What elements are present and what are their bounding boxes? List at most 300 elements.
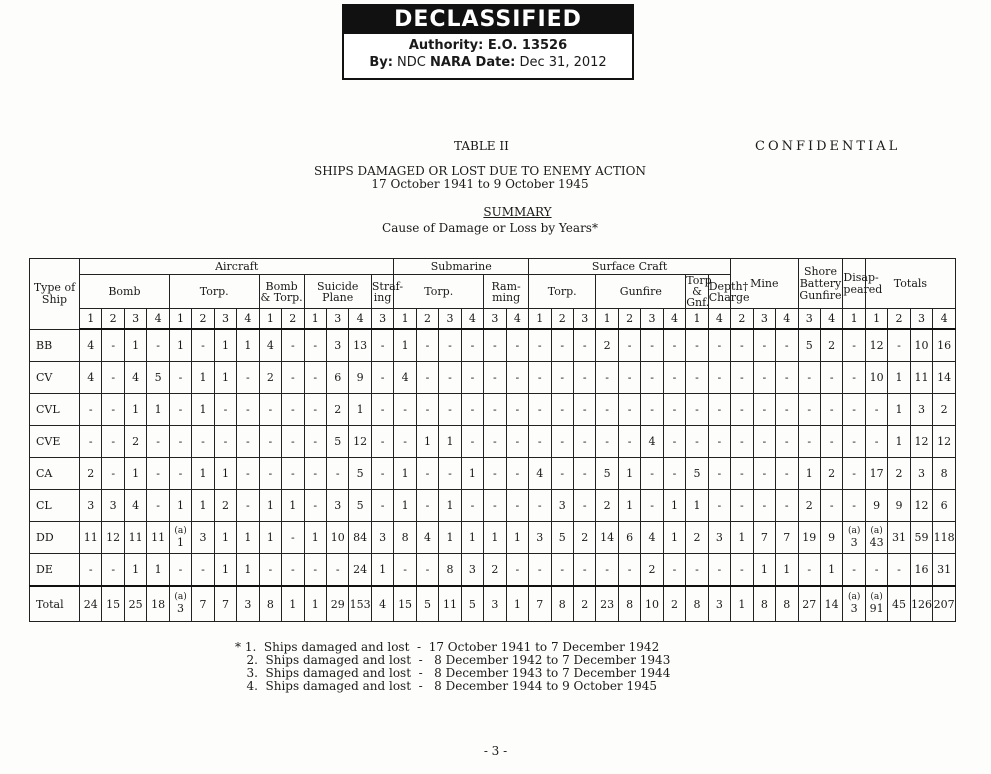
stamp-by-value: NDC bbox=[397, 55, 426, 70]
table-cell bbox=[551, 458, 573, 490]
cell-value: 1 bbox=[626, 467, 634, 480]
cell-value: - bbox=[111, 371, 116, 384]
table-cell bbox=[641, 458, 663, 490]
note-a-marker: (a) bbox=[174, 525, 187, 536]
table-cell bbox=[214, 362, 236, 394]
cell-value: - bbox=[740, 339, 744, 352]
note-a-marker: (a) bbox=[847, 592, 861, 602]
cell-value: 2 bbox=[603, 499, 611, 512]
cell-value: 1 bbox=[446, 531, 454, 544]
table-cell bbox=[910, 458, 932, 490]
cell-value: - bbox=[717, 435, 722, 448]
cell-value: 1 bbox=[154, 403, 162, 416]
table-cell bbox=[326, 522, 348, 554]
table-cell bbox=[798, 394, 820, 426]
note-a-marker: (a) bbox=[870, 592, 883, 602]
cell-value: - bbox=[829, 403, 834, 416]
cell-value: 2 bbox=[671, 597, 678, 611]
cell-value: 91 bbox=[869, 602, 884, 615]
year-col-header: 4 bbox=[933, 309, 956, 330]
cell-value: 1 bbox=[401, 499, 409, 512]
table-cell bbox=[484, 586, 506, 622]
table-cell bbox=[416, 394, 438, 426]
table-cell bbox=[529, 426, 551, 458]
table-cell bbox=[731, 362, 753, 394]
table-cell bbox=[169, 426, 191, 458]
cell-value: 1 bbox=[177, 339, 185, 352]
table-cell bbox=[618, 362, 640, 394]
cell-value: - bbox=[650, 467, 654, 480]
table-cell bbox=[888, 490, 910, 522]
cell-value: 1 bbox=[828, 563, 836, 576]
table-cell bbox=[349, 586, 371, 622]
cell-value: 3 bbox=[109, 499, 117, 512]
table-cell bbox=[753, 522, 775, 554]
table-cell bbox=[843, 458, 865, 490]
cell-value: - bbox=[201, 563, 205, 576]
cell-value: 45 bbox=[892, 597, 907, 611]
cell-value: - bbox=[582, 371, 587, 384]
table-cell bbox=[506, 458, 528, 490]
cell-value: 3 bbox=[177, 602, 185, 615]
cell-value: 1 bbox=[513, 531, 521, 544]
table-cell bbox=[529, 362, 551, 394]
table-cell bbox=[192, 522, 214, 554]
table-cell bbox=[349, 362, 371, 394]
table-cell bbox=[169, 490, 191, 522]
table-cell bbox=[776, 490, 798, 522]
table-cell bbox=[596, 362, 618, 394]
table-cell bbox=[910, 362, 932, 394]
cell-value: 31 bbox=[892, 531, 907, 544]
table-cell bbox=[865, 586, 887, 622]
cell-value: 8 bbox=[760, 597, 768, 611]
year-col-header: 2 bbox=[282, 309, 304, 330]
table-cell bbox=[169, 458, 191, 490]
depth-charge-header: Depth† Charge bbox=[708, 275, 730, 309]
cell-value: - bbox=[425, 499, 430, 512]
cell-value: - bbox=[717, 339, 722, 352]
table-cell bbox=[102, 329, 124, 362]
table-cell bbox=[192, 458, 214, 490]
cell-value: 1 bbox=[132, 563, 140, 576]
torp-gunfire-header: Torp & Gnf. bbox=[686, 274, 712, 309]
table-cell bbox=[282, 522, 304, 554]
cell-value: 8 bbox=[558, 597, 566, 611]
cell-value: 4 bbox=[87, 339, 95, 352]
table-cell bbox=[102, 554, 124, 587]
cell-value: - bbox=[537, 499, 542, 512]
cell-value: - bbox=[717, 371, 722, 384]
table-cell bbox=[461, 458, 483, 490]
cell-value: - bbox=[111, 403, 116, 416]
table-cell bbox=[798, 458, 820, 490]
cell-value: 1 bbox=[132, 403, 140, 416]
table-cell bbox=[147, 329, 169, 362]
cell-value: 1 bbox=[491, 531, 499, 544]
cell-value: - bbox=[425, 371, 430, 384]
table-cell bbox=[282, 490, 304, 522]
cell-value: 1 bbox=[446, 435, 454, 448]
cell-value: - bbox=[290, 467, 295, 480]
table-cell bbox=[124, 490, 146, 522]
cell-value: 1 bbox=[401, 467, 409, 480]
table-cell bbox=[776, 329, 798, 362]
table-cell bbox=[147, 554, 169, 587]
cell-value: - bbox=[695, 371, 699, 384]
cell-value: 27 bbox=[802, 597, 817, 611]
cell-value: 7 bbox=[199, 597, 207, 611]
table-cell bbox=[663, 394, 685, 426]
cell-value: - bbox=[627, 403, 632, 416]
table-cell bbox=[798, 490, 820, 522]
table-cell bbox=[753, 426, 775, 458]
table-cell bbox=[506, 522, 528, 554]
year-col-header: 4 bbox=[820, 309, 842, 330]
table-cell bbox=[753, 362, 775, 394]
bomb-torp-header: Bomb & Torp. bbox=[259, 275, 304, 309]
cell-value: - bbox=[717, 403, 722, 416]
cell-value: 1 bbox=[244, 339, 252, 352]
table-cell bbox=[753, 458, 775, 490]
footnote-1: * 1. Ships damaged and lost - 17 October 1941 to 7 December 1942 bbox=[235, 640, 660, 654]
cell-value: - bbox=[605, 371, 609, 384]
table-cell bbox=[282, 362, 304, 394]
cell-value: - bbox=[852, 371, 856, 384]
cell-value: 2 bbox=[648, 563, 656, 576]
table-row bbox=[30, 554, 956, 587]
cell-value: 1 bbox=[244, 563, 252, 576]
table-cell bbox=[573, 362, 595, 394]
table-cell bbox=[237, 329, 259, 362]
table-row bbox=[30, 458, 956, 490]
table-cell bbox=[80, 490, 102, 522]
table-cell bbox=[394, 458, 416, 490]
cell-value: - bbox=[874, 403, 879, 416]
table-cell bbox=[282, 586, 304, 622]
table-cell bbox=[349, 522, 371, 554]
table-cell bbox=[102, 362, 124, 394]
cell-value: - bbox=[156, 435, 160, 448]
table-cell bbox=[80, 329, 102, 362]
cell-value: 3 bbox=[558, 499, 566, 512]
table-row bbox=[30, 490, 956, 522]
cell-value: 1 bbox=[199, 499, 207, 512]
table-cell bbox=[237, 490, 259, 522]
cell-value: - bbox=[448, 467, 452, 480]
cell-value: 3 bbox=[715, 597, 723, 611]
cell-value: - bbox=[829, 435, 834, 448]
cell-value: 1 bbox=[895, 435, 903, 448]
cell-value: 6 bbox=[626, 531, 634, 544]
table-cell bbox=[192, 329, 214, 362]
table-cell bbox=[573, 458, 595, 490]
note-a-marker: (a) bbox=[847, 525, 861, 536]
table-cell bbox=[551, 426, 573, 458]
cell-value: - bbox=[380, 467, 385, 480]
table-cell bbox=[618, 586, 640, 622]
table-cell bbox=[237, 554, 259, 587]
cell-value: - bbox=[493, 371, 497, 384]
table-cell bbox=[663, 329, 685, 362]
cell-value: 4 bbox=[648, 531, 656, 544]
table-cell bbox=[529, 329, 551, 362]
cell-value: - bbox=[672, 563, 677, 576]
table-cell bbox=[596, 490, 618, 522]
cell-value: - bbox=[493, 499, 497, 512]
cell-value: 1 bbox=[221, 339, 229, 352]
table-cell bbox=[753, 490, 775, 522]
table-cell bbox=[439, 554, 461, 587]
ship-type-cell: DE bbox=[30, 554, 80, 587]
document-title: SHIPS DAMAGED OR LOST DUE TO ENEMY ACTION bbox=[313, 164, 647, 178]
table-cell bbox=[776, 362, 798, 394]
cell-value: 59 bbox=[914, 531, 929, 544]
table-cell bbox=[80, 426, 102, 458]
table-cell bbox=[326, 426, 348, 458]
table-cell bbox=[259, 586, 281, 622]
cell-value: - bbox=[762, 435, 767, 448]
year-col-header: 2 bbox=[192, 309, 214, 330]
table-cell bbox=[573, 394, 595, 426]
cell-value: 2 bbox=[805, 499, 813, 512]
table-cell bbox=[192, 554, 214, 587]
year-col-header: 1 bbox=[259, 309, 281, 330]
table-cell bbox=[349, 426, 371, 458]
cell-value: 24 bbox=[353, 563, 368, 576]
cell-value: - bbox=[672, 371, 677, 384]
cell-value: 29 bbox=[330, 597, 345, 611]
cell-value: - bbox=[650, 403, 654, 416]
table-cell bbox=[371, 490, 393, 522]
table-cell bbox=[461, 554, 483, 587]
cell-value: 1 bbox=[154, 563, 162, 576]
suicide-plane-header: Suicide Plane bbox=[304, 275, 371, 309]
year-col-header: 3 bbox=[439, 309, 461, 330]
table-cell bbox=[888, 522, 910, 554]
date-range: 17 October 1941 to 9 October 1945 bbox=[371, 177, 589, 191]
cell-value: 4 bbox=[87, 371, 95, 384]
cell-value: - bbox=[425, 563, 430, 576]
table-cell bbox=[259, 490, 281, 522]
cell-value: 8 bbox=[401, 531, 409, 544]
table-cell bbox=[865, 394, 887, 426]
table-cell bbox=[865, 458, 887, 490]
cell-value: - bbox=[470, 499, 475, 512]
footnotes bbox=[235, 641, 670, 693]
table-cell bbox=[80, 554, 102, 587]
table-cell bbox=[551, 522, 573, 554]
table-cell bbox=[349, 554, 371, 587]
table-cell bbox=[371, 394, 393, 426]
cell-value: 18 bbox=[151, 597, 166, 611]
cell-value: - bbox=[493, 435, 497, 448]
table-cell bbox=[933, 490, 956, 522]
year-col-header: 3 bbox=[484, 309, 506, 330]
table-cell bbox=[888, 329, 910, 362]
cell-value: 4 bbox=[401, 371, 409, 384]
cell-value: - bbox=[852, 403, 856, 416]
table-cell bbox=[776, 586, 798, 622]
year-col-header: 3 bbox=[798, 309, 820, 330]
footnote-2: 2. Ships damaged and lost - 8 December 1942 to 7 December 1943 bbox=[235, 653, 671, 667]
table-cell bbox=[326, 394, 348, 426]
table-cell bbox=[102, 522, 124, 554]
table-cell bbox=[214, 586, 236, 622]
table-cell bbox=[461, 362, 483, 394]
cell-value: - bbox=[470, 403, 475, 416]
table-body bbox=[30, 329, 956, 622]
year-col-header: 2 bbox=[731, 309, 753, 330]
cell-value: - bbox=[335, 467, 340, 480]
cell-value: 12 bbox=[869, 339, 884, 352]
cell-value: 5 bbox=[468, 597, 476, 611]
cell-value: 1 bbox=[266, 531, 274, 544]
table-cell bbox=[933, 586, 956, 622]
stamp-nara-value: Dec 31, 2012 bbox=[519, 55, 607, 70]
cell-value: 1 bbox=[177, 499, 185, 512]
cell-value: - bbox=[515, 467, 520, 480]
table-cell bbox=[169, 362, 191, 394]
table-cell bbox=[484, 362, 506, 394]
cell-value: - bbox=[493, 467, 497, 480]
cell-value: 2 bbox=[581, 531, 589, 544]
table-cell bbox=[776, 394, 798, 426]
cell-value: - bbox=[380, 499, 385, 512]
cell-value: 3 bbox=[468, 563, 476, 576]
table-cell bbox=[618, 458, 640, 490]
year-col-header: 3 bbox=[573, 309, 595, 330]
table-cell bbox=[439, 426, 461, 458]
table-cell bbox=[80, 522, 102, 554]
table-cell bbox=[820, 394, 842, 426]
mine-header: Mine bbox=[731, 259, 798, 309]
table-cell bbox=[237, 586, 259, 622]
table-cell bbox=[933, 458, 956, 490]
cell-value: 3 bbox=[199, 531, 207, 544]
cell-value: 1 bbox=[221, 467, 229, 480]
cell-value: 2 bbox=[940, 403, 948, 416]
cell-value: 2 bbox=[693, 531, 701, 544]
year-col-header: 3 bbox=[214, 309, 236, 330]
cell-value: 9 bbox=[895, 499, 903, 512]
table-cell bbox=[551, 329, 573, 362]
cell-value: - bbox=[560, 467, 565, 480]
table-row bbox=[30, 394, 956, 426]
table-cell bbox=[641, 554, 663, 587]
table-cell bbox=[573, 554, 595, 587]
table-cell bbox=[708, 554, 730, 587]
table-cell bbox=[416, 426, 438, 458]
table-cell bbox=[124, 586, 146, 622]
year-col-header: 1 bbox=[529, 309, 551, 330]
cell-value: - bbox=[268, 435, 273, 448]
cell-value: - bbox=[537, 435, 542, 448]
table-cell bbox=[394, 426, 416, 458]
table-cell bbox=[843, 490, 865, 522]
cell-value: - bbox=[695, 403, 699, 416]
table-cell bbox=[371, 522, 393, 554]
cell-value: 10 bbox=[645, 597, 660, 611]
cell-value: 3 bbox=[850, 602, 858, 615]
table-cell bbox=[326, 554, 348, 587]
table-cell bbox=[529, 490, 551, 522]
table-cell bbox=[573, 522, 595, 554]
table-cell bbox=[910, 554, 932, 587]
table-cell bbox=[663, 426, 685, 458]
cell-value: - bbox=[268, 563, 273, 576]
table-cell bbox=[416, 329, 438, 362]
table-cell bbox=[371, 426, 393, 458]
cell-value: 2 bbox=[895, 467, 903, 480]
table-cell bbox=[618, 554, 640, 587]
cell-value: 1 bbox=[132, 467, 140, 480]
cell-value: - bbox=[582, 499, 587, 512]
table-cell bbox=[394, 329, 416, 362]
cell-value: - bbox=[897, 339, 901, 352]
year-col-header: 2 bbox=[888, 309, 910, 330]
cell-value: - bbox=[515, 371, 520, 384]
strafing-header: Straf-ing bbox=[371, 275, 393, 309]
ramming-header: Ram-ming bbox=[484, 275, 529, 309]
year-col-header: 4 bbox=[663, 309, 685, 330]
cell-value: - bbox=[537, 371, 542, 384]
cell-value: 23 bbox=[600, 597, 615, 611]
cell-value: - bbox=[829, 499, 834, 512]
cell-value: - bbox=[784, 403, 789, 416]
cell-value: - bbox=[246, 499, 250, 512]
table-cell bbox=[551, 394, 573, 426]
cell-value: - bbox=[874, 563, 879, 576]
cell-value: - bbox=[425, 403, 430, 416]
cell-value: - bbox=[537, 563, 542, 576]
cell-value: - bbox=[807, 403, 812, 416]
table-cell bbox=[529, 394, 551, 426]
cell-value: - bbox=[560, 435, 565, 448]
cell-value: 8 bbox=[626, 597, 634, 611]
cell-value: - bbox=[470, 371, 475, 384]
cell-value: 9 bbox=[356, 371, 364, 384]
cell-value: 8 bbox=[266, 597, 274, 611]
table-cell bbox=[102, 586, 124, 622]
table-cell bbox=[371, 329, 393, 362]
year-col-header: 1 bbox=[865, 309, 887, 330]
table-cell bbox=[731, 554, 753, 587]
table-cell bbox=[371, 586, 393, 622]
year-col-header: 2 bbox=[618, 309, 640, 330]
year-col-header: 4 bbox=[349, 309, 371, 330]
ship-type-cell: CVE bbox=[30, 426, 80, 458]
table-cell bbox=[349, 329, 371, 362]
table-cell bbox=[124, 329, 146, 362]
cell-value: 3 bbox=[917, 403, 925, 416]
cell-value: 15 bbox=[106, 597, 121, 611]
cell-value: 11 bbox=[442, 597, 457, 611]
cell-value: - bbox=[672, 435, 677, 448]
cell-value: 2 bbox=[581, 597, 589, 611]
table-cell bbox=[461, 490, 483, 522]
cell-value: 153 bbox=[349, 597, 371, 611]
cell-value: 1 bbox=[513, 597, 521, 611]
year-col-header: 3 bbox=[910, 309, 932, 330]
footnote-3: 3. Ships damaged and lost - 8 December 1943 to 7 December 1944 bbox=[235, 666, 671, 680]
table-cell bbox=[124, 522, 146, 554]
cell-value: - bbox=[740, 371, 744, 384]
surface-craft-header: Surface Craft bbox=[529, 259, 731, 275]
table-cell bbox=[416, 554, 438, 587]
cell-value: - bbox=[178, 403, 183, 416]
cell-value: - bbox=[515, 435, 520, 448]
